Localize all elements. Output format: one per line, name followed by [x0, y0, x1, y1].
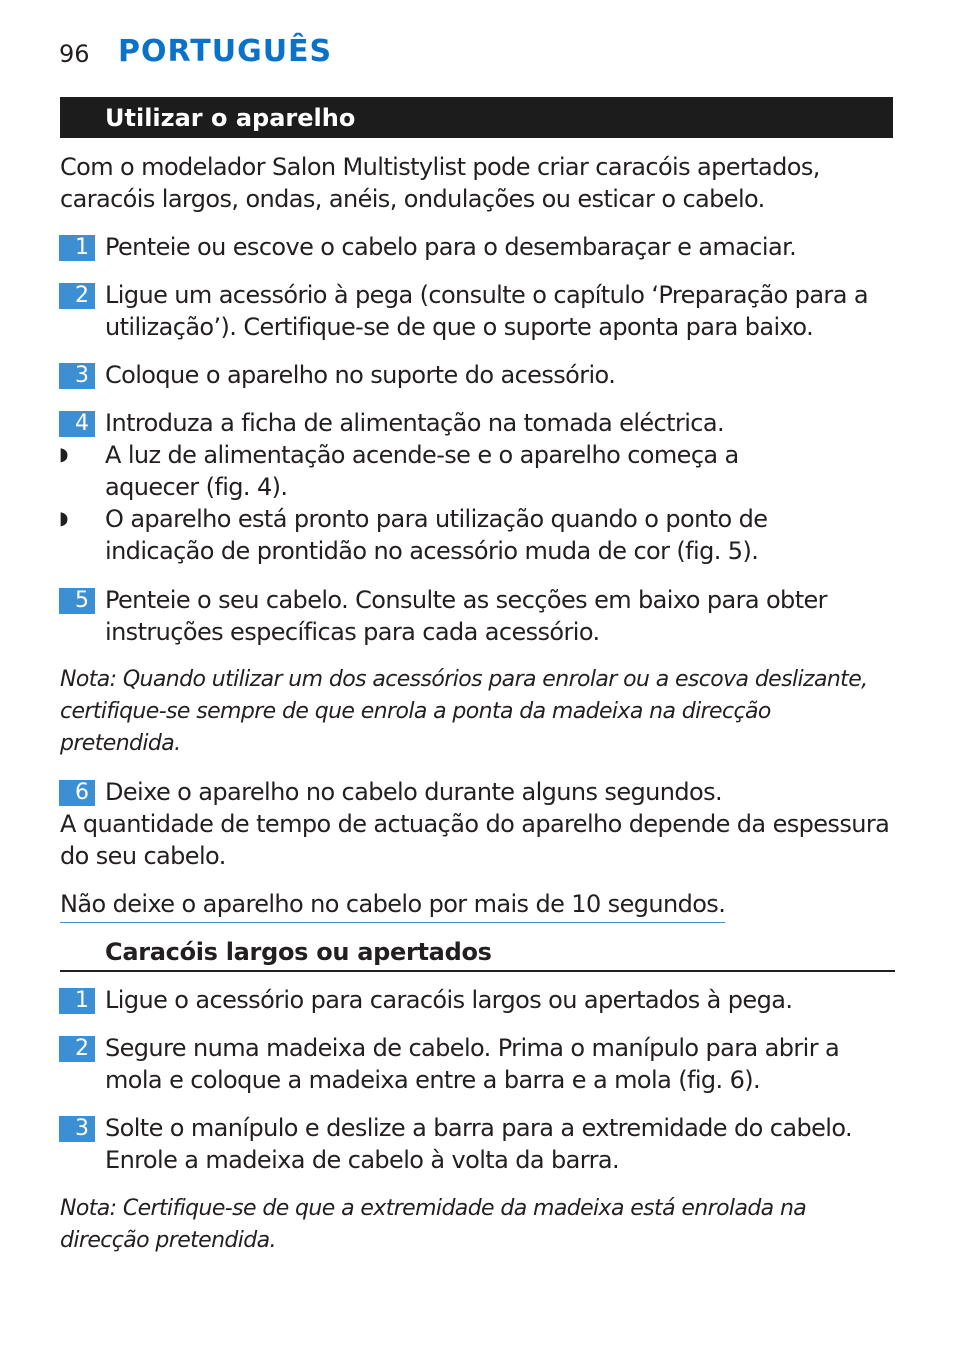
page-number: 96 [59, 40, 90, 68]
step-number-badge: 6 [59, 780, 95, 806]
step-6-extra-line-2: do seu cabelo. [60, 842, 226, 870]
sub-step-2-line-1: Segure numa madeixa de cabelo. Prima o manípulo para abrir a [105, 1034, 840, 1062]
step-5-text-line-1: Penteie o seu cabelo. Consulte as secções em baixo para obter [105, 586, 827, 614]
note-2-line-2: direcção pretendida. [60, 1228, 276, 1253]
sub-step-2-line-2: mola e coloque a madeixa entre a barra e a mola (fig. 6). [105, 1066, 761, 1094]
bullet-2-line-2: indicação de prontidão no acessório muda de cor (fig. 5). [105, 537, 759, 565]
step-number-badge: 2 [59, 283, 95, 309]
step-3-text: Coloque o aparelho no suporte do acessório. [105, 361, 616, 389]
section-title-bar [60, 97, 893, 138]
step-number-badge: 1 [59, 235, 95, 261]
intro-line-1: Com o modelador Salon Multistylist pode criar caracóis apertados, [60, 153, 820, 181]
note-2-line-1: Nota: Certifique-se de que a extremidade da madeixa está enrolada na [60, 1196, 807, 1221]
step-2-text-line-2: utilização’). Certifique-se de que o suporte aponta para baixo. [105, 313, 814, 341]
step-number-badge: 5 [59, 588, 95, 614]
step-number-badge: 3 [59, 363, 95, 389]
step-1-text: Penteie ou escove o cabelo para o desembaraçar e amaciar. [105, 233, 797, 261]
sub-step-3-line-1: Solte o manípulo e deslize a barra para a extremidade do cabelo. [105, 1114, 853, 1142]
bullet-1-line-1: A luz de alimentação acende-se e o aparelho começa a [105, 441, 739, 469]
bullet-icon: ◗ [59, 508, 69, 529]
step-number-badge: 1 [59, 988, 95, 1014]
step-5-text-line-2: instruções específicas para cada acessório. [105, 618, 600, 646]
language-heading: PORTUGUÊS [118, 34, 333, 69]
step-number-badge: 4 [59, 411, 95, 437]
step-number-badge: 2 [59, 1036, 95, 1062]
sub-step-3-line-2: Enrole a madeixa de cabelo à volta da barra. [105, 1146, 619, 1174]
step-2-text-line-1: Ligue um acessório à pega (consulte o capítulo ‘Preparação para a [105, 281, 868, 309]
bullet-2-line-1: O aparelho está pronto para utilização quando o ponto de [105, 505, 768, 533]
step-number-badge: 3 [59, 1116, 95, 1142]
note-1-line-2: certifique-se sempre de que enrola a ponta da madeixa na direcção [60, 699, 771, 724]
note-1-line-1: Nota: Quando utilizar um dos acessórios para enrolar ou a escova deslizante, [60, 667, 868, 692]
intro-line-2: caracóis largos, ondas, anéis, ondulações ou esticar o cabelo. [60, 185, 765, 213]
section-title: Utilizar o aparelho [105, 104, 356, 132]
warning-text: Não deixe o aparelho no cabelo por mais de 10 segundos. [60, 888, 725, 923]
sub-step-1-text: Ligue o acessório para caracóis largos ou apertados à pega. [105, 986, 793, 1014]
bullet-1-line-2: aquecer (fig. 4). [105, 473, 288, 501]
step-6-text: Deixe o aparelho no cabelo durante alguns segundos. [105, 778, 723, 806]
subsection-divider [60, 970, 895, 972]
subsection-title: Caracóis largos ou apertados [105, 938, 492, 966]
step-4-text: Introduza a ficha de alimentação na tomada eléctrica. [105, 409, 725, 437]
note-1-line-3: pretendida. [60, 731, 181, 756]
bullet-icon: ◗ [59, 444, 69, 465]
step-6-extra-line-1: A quantidade de tempo de actuação do aparelho depende da espessura [60, 810, 890, 838]
